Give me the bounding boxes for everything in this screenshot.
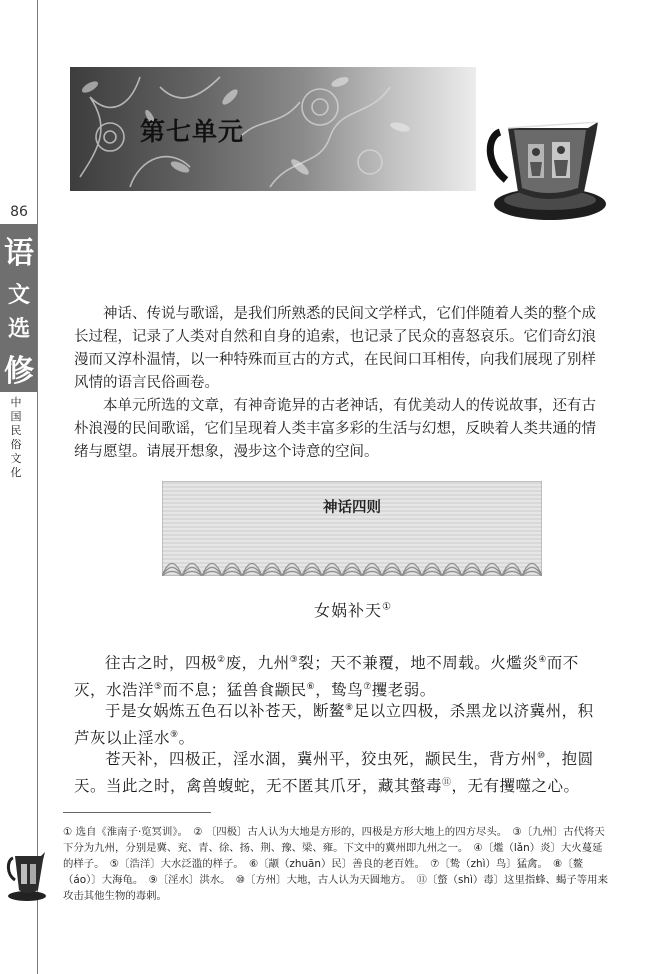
side-glyph-2: 文 <box>7 282 30 308</box>
footnote-marker: ④ <box>538 654 547 665</box>
side-glyph-1: 语 <box>4 236 34 271</box>
side-subtitle-char: 中 <box>10 396 22 409</box>
footnote-marker: ⑨ <box>170 729 179 740</box>
intro-paragraph: 神话、传说与歌谣，是我们所熟悉的民间文学样式，它们伴随着人类的整个成长过程，记录了人类对自然和自身的追索，也记录了民众的喜怒哀乐。它们奇幻浪漫而又淳朴温情，以一种特殊而亘古的方式，在民间口耳相传，向我们展现了别样风情的语言民俗画卷。 <box>74 305 596 391</box>
footnote-marker: ② <box>217 654 226 665</box>
story-text: 往古之时，四极 <box>105 653 218 672</box>
story-text: 而不息；猛兽食颛民 <box>162 680 307 699</box>
section-title: 神话四则 <box>323 500 381 516</box>
footnote-marker: ① <box>382 601 392 613</box>
side-subtitle-char: 化 <box>10 466 22 479</box>
unit-title: 第七单元 <box>140 117 245 146</box>
story-text: 攫老弱。 <box>371 680 436 699</box>
story-text: 而不灭，水浩洋 <box>74 653 579 699</box>
story-paragraph <box>74 744 604 798</box>
footnote-marker: ⑤ <box>154 681 163 692</box>
story-text: 。 <box>178 728 195 747</box>
story-text: ，抱圆天。当此之时，禽兽蝮蛇，无不匿其爪牙，藏其螫毒 <box>74 749 594 795</box>
side-subtitle <box>6 396 26 480</box>
floral-pattern <box>70 67 476 191</box>
side-subtitle-char: 民 <box>10 424 22 437</box>
footnote-marker: ⑩ <box>537 750 546 761</box>
side-glyph-4: 修 <box>4 354 34 389</box>
side-glyph-3: 选 <box>7 316 30 342</box>
side-subtitle-char: 文 <box>10 452 22 465</box>
small-teacup-icon <box>5 852 47 902</box>
page-number: 86 <box>10 204 28 220</box>
side-subtitle-char: 俗 <box>10 438 22 451</box>
story-title-text: 女娲补天 <box>314 601 383 620</box>
story-paragraph <box>74 648 604 702</box>
margin-rule <box>37 0 38 974</box>
story-title <box>314 598 392 621</box>
story-text: ，无有攫噬之心。 <box>451 776 580 795</box>
footnote-marker: ⑪ <box>442 777 452 788</box>
footnote-marker: ③ <box>289 654 299 665</box>
footnote-rule <box>63 812 211 813</box>
footnotes: ① 选自《淮南子·览冥训》。 ② 〔四极〕古人认为大地是方形的，四极是方形大地上的四方尽头。 ③〔九州〕古代将天下分为九州，分别是冀、兖、青、徐、扬、荆、豫、梁、雍。下文中的冀州即九州之一。 ④〔爁（lǎn）炎〕大火蔓延的样子。 ⑤〔浩洋〕大水泛滥的样子。 ⑥〔颛（zhuān）民〕善良的老百姓。 ⑦〔鸷（zhì）鸟〕猛禽。 ⑧〔鳌（áo）〕大海龟。 ⑨〔淫水〕洪水。 ⑩〔方州〕大地，古人认为天圆地方。 ⑪〔螫（shì）毒〕这里指蜂、蝎子等用来攻击其他生物的毒刺。 <box>63 826 608 902</box>
story-text: ，鸷鸟 <box>315 680 364 699</box>
story-text: 苍天补，四极正，淫水涸，冀州平，狡虫死，颛民生，背方州 <box>105 749 538 768</box>
side-subtitle-char: 国 <box>10 410 22 423</box>
story-paragraph <box>74 696 604 750</box>
story-text: 裂；天不兼覆，地不周载。火爁炎 <box>298 653 539 672</box>
footnote-marker: ⑥ <box>306 681 316 692</box>
story-text: 足以立四极，杀黑龙以济冀州，积芦灰以止淫水 <box>74 701 594 747</box>
story-text: 于是女娲炼五色石以补苍天，断鳌 <box>105 701 346 720</box>
footnote-marker: ⑧ <box>345 702 354 713</box>
story-text: 废，九州 <box>225 653 290 672</box>
unit-banner <box>70 67 476 191</box>
side-tab <box>0 224 37 392</box>
teacup-illustration <box>478 122 610 224</box>
footnote-marker: ⑦ <box>363 681 372 692</box>
intro-paragraph: 本单元所选的文章，有神奇诡异的古老神话，有优美动人的传说故事，还有古朴浪漫的民间歌谣，它们呈现着人类丰富多彩的生活与幻想，反映着人类共通的情绪与愿望。请展开想象，漫步这个诗意的空间。 <box>74 397 596 460</box>
